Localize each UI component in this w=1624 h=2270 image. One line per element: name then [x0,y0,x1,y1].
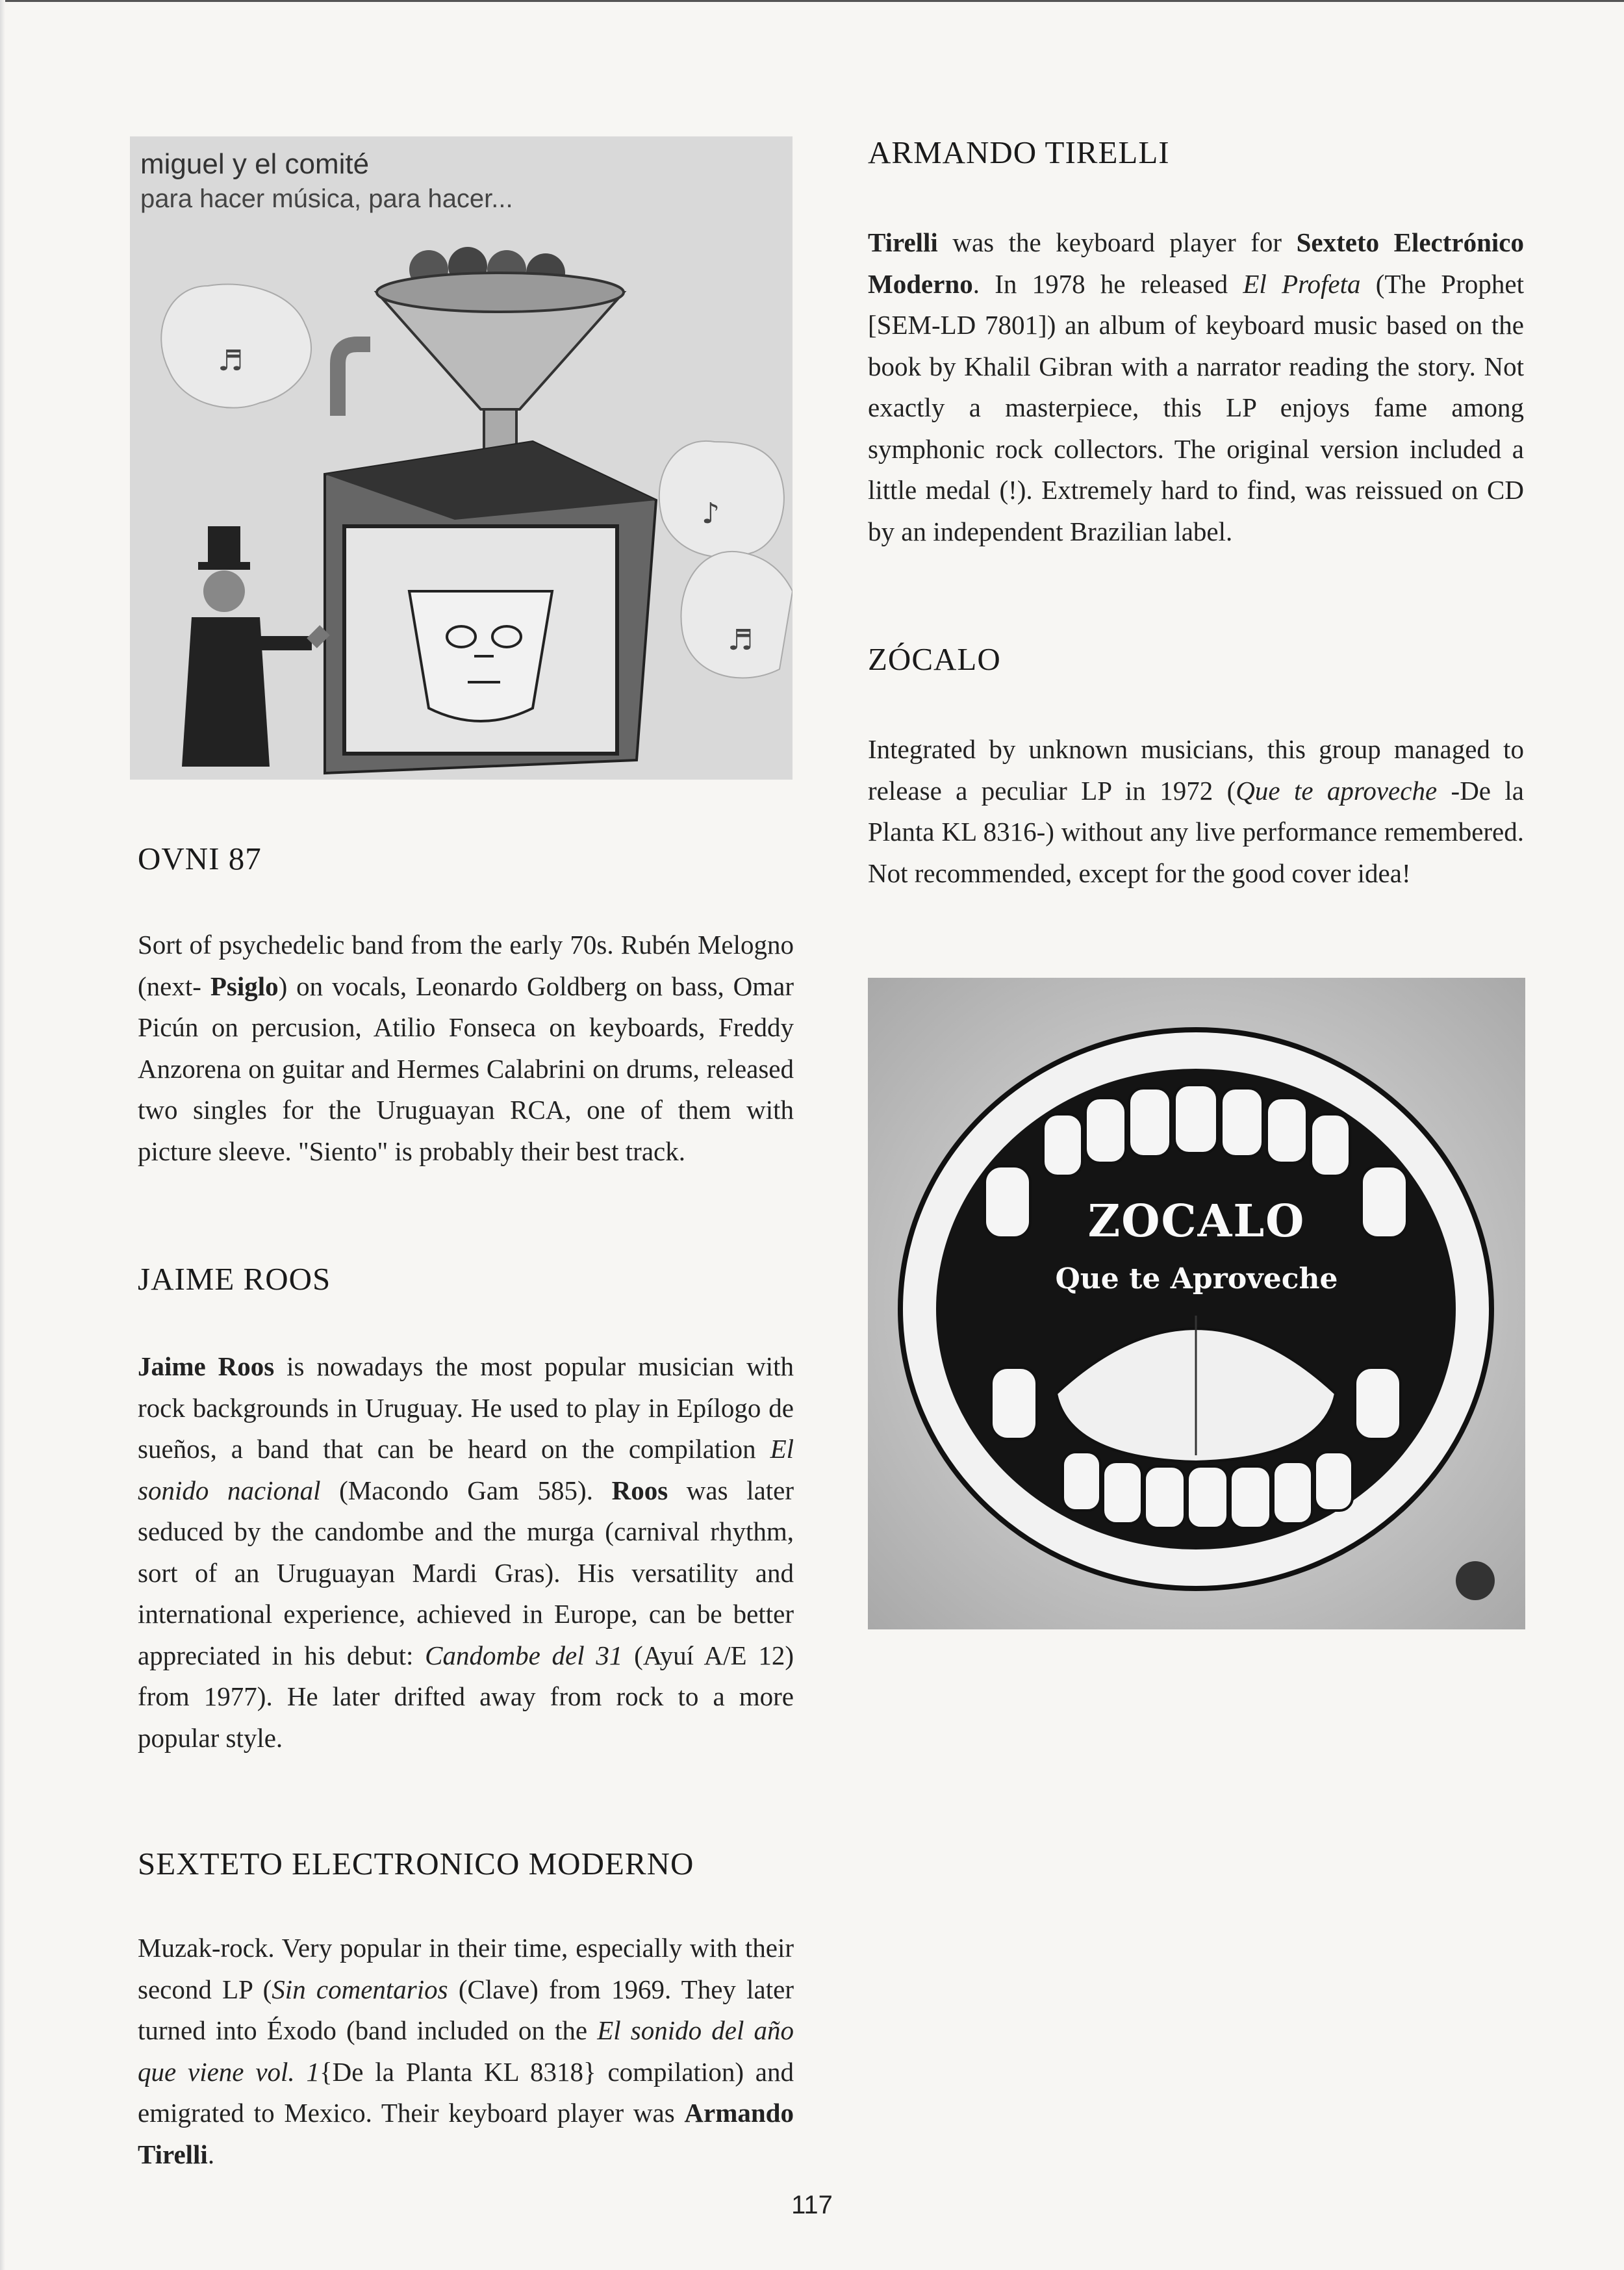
paragraph-armando-tirelli: Tirelli was the keyboard player for Sexteto Electrónico Moderno. In 1978 he released El Profeta (The Prophet [SEM-LD 7801]) an album of keyboard music based on the book by Khalil Gibran with a narrator reading the story. Not exactly a masterpiece, this LP enjoys fame among symphonic rock collectors. The original version included a little medal (!). Extremely hard to find, was reissued on CD by an independent Brazilian label. [868,227,1524,546]
paragraph-jaime-roos: Jaime Roos is nowadays the most popular musician with rock backgrounds in Uruguay. He used to play in Epílogo de sueños, a band that can be heard on the compilation El sonido nacional (Macondo Gam 585). Roos was later seduced by the candombe and the murga (carnival rhythm, sort of an Uruguayan Mardi Gras). His versatility and international experience, achieved in Europe, can be better appreciated in his debut: Candombe del 31 (Ayuí A/E 12) from 1977). He later drifted away from rock to a more popular style. [138,1351,794,1753]
svg-text:♪: ♪ [702,497,720,530]
cover-illustration [130,136,793,780]
svg-text:♬: ♬ [218,344,244,377]
mouth-illustration [868,978,1525,1629]
cover-title: miguel y el comité [140,148,370,180]
paragraph-sexteto-electronico-moderno: Muzak-rock. Very popular in their time, especially with their second LP (Sin comentarios (Clave) from 1969. They later turned into Éxodo (band included on the El sonido del año que viene vol. 1{De la Planta KL 8318} compilation) and emigrated to Mexico. Their keyboard player was Armando Tirelli. [138,1933,794,2169]
album-cover-miguel-y-el-comite [130,136,793,780]
heading-sexteto-electronico-moderno: SEXTETO ELECTRONICO MODERNO [138,1846,694,1881]
svg-text:♬: ♬ [728,624,754,657]
paragraph-ovni-87: Sort of psychedelic band from the early 70s. Rubén Melogno (next- Psiglo) on vocals, Leonardo Goldberg on bass, Omar Picún on percusion, Atilio Fonseca on keyboards, Freddy Anzorena on guitar and Hermes Calabrini on drums, released two singles for the Uruguayan RCA, one of them with picture sleeve. "Siento" is probably their best track. [138,930,794,1166]
cover-band-name: ZOCALO [1087,1195,1306,1247]
cover-album-title: Que te Aproveche [1055,1262,1338,1295]
heading-zocalo: ZÓCALO [868,641,1001,677]
heading-armando-tirelli: ARMANDO TIRELLI [868,134,1170,170]
scan-edge-left [0,0,5,2270]
scan-edge-top [0,0,1624,2]
page-number: 117 [791,2191,833,2219]
cover-subtitle: para hacer música, para hacer... [140,185,513,213]
heading-ovni-87: OVNI 87 [138,841,262,876]
album-cover-zocalo [868,978,1525,1629]
heading-jaime-roos: JAIME ROOS [138,1261,331,1297]
paragraph-zocalo: Integrated by unknown musicians, this group managed to release a peculiar LP in 1972 (Que te aproveche -De la Planta KL 8316-) without any live performance remembered. Not recommended, except for the good cover idea! [868,734,1524,888]
